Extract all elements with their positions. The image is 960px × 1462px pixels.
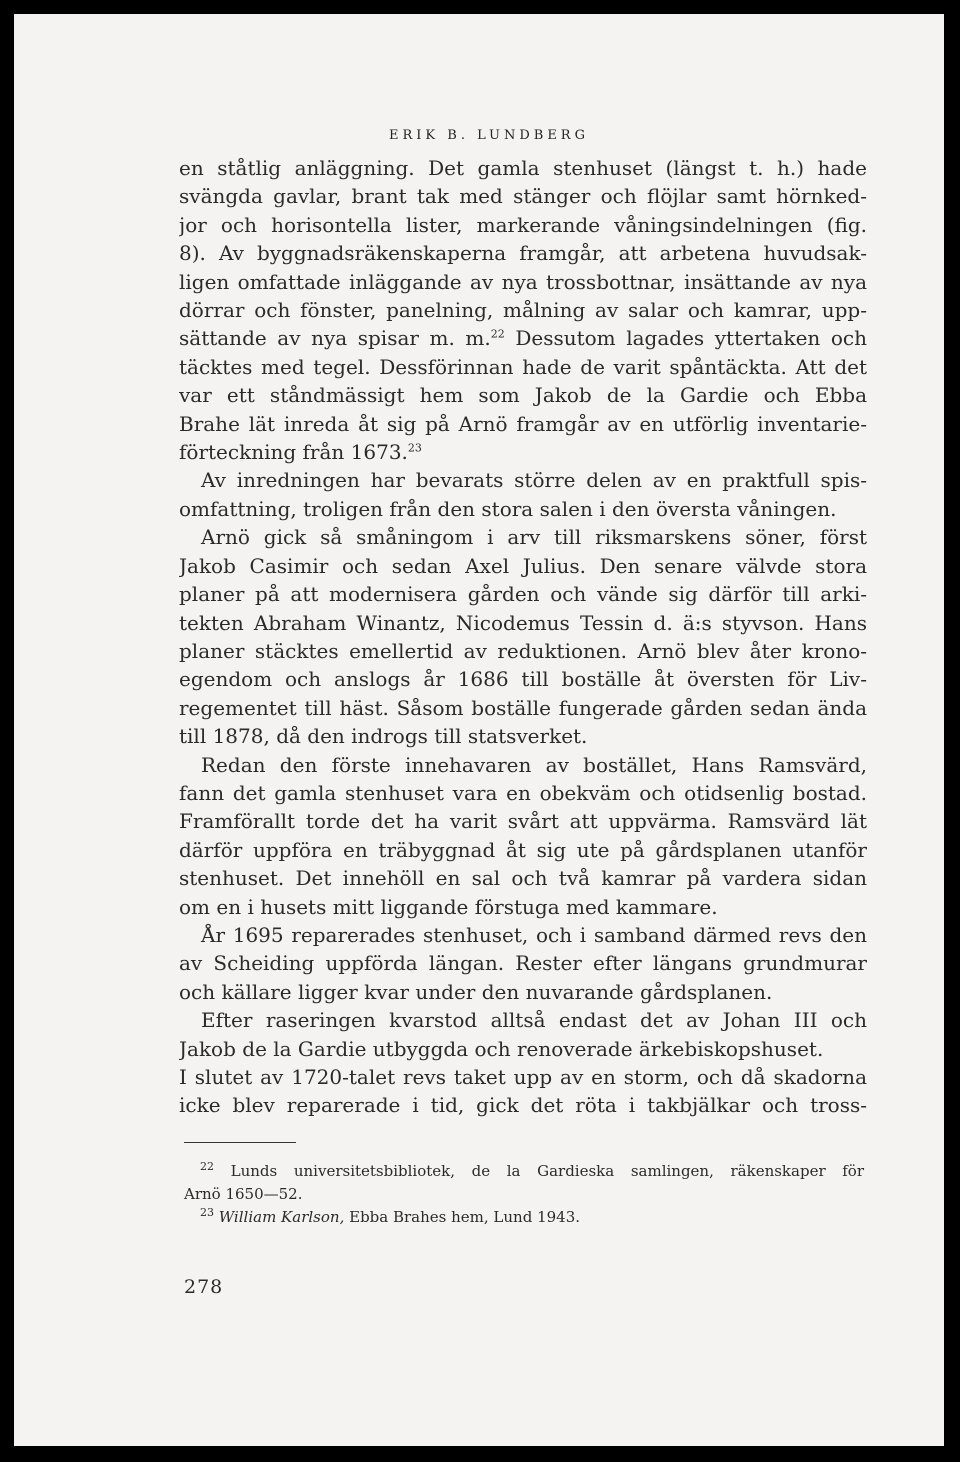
text-line: ligen omfattade inläggande av nya trossbottnar, insättande av nya xyxy=(179,269,867,294)
text-line: om en i husets mitt liggande förstuga med kammare. xyxy=(179,894,718,919)
footnote-ref-22: 22 xyxy=(490,327,505,341)
footnote-ref-23: 23 xyxy=(407,441,422,455)
footnote-divider xyxy=(184,1142,296,1143)
text-line xyxy=(179,324,867,352)
text-line: planer på att modernisera gården och vände sig därför till arki- xyxy=(179,582,867,607)
text-line: omfattning, troligen från den stora salen i den översta våningen. xyxy=(179,496,837,521)
footnote-number: 23 xyxy=(200,1206,214,1219)
text-line: Jakob Casimir och sedan Axel Julius. Den senare välvde stora xyxy=(179,553,867,578)
text-line: Jakob de la Gardie utbyggda och renoverade ärkebiskopshuset. xyxy=(179,1036,824,1061)
text-line: därför uppföra en träbyggnad åt sig ute på gårdsplanen utanför xyxy=(179,837,867,862)
text-line: År 1695 reparerades stenhuset, och i samband därmed revs den xyxy=(201,922,867,947)
footnote-text: Ebba Brahes hem, Lund 1943. xyxy=(349,1208,581,1226)
text-line: 8). Av byggnadsräkenskaperna framgår, att arbetena huvudsak- xyxy=(179,241,867,266)
text-line: regementet till häst. Såsom boställe fungerade gården sedan ända xyxy=(179,695,867,720)
text-line xyxy=(179,438,867,466)
text-line: Brahe lät inreda åt sig på Arnö framgår av en utförlig inventarie- xyxy=(179,411,867,436)
text-line: och källare ligger kvar under den nuvarande gårdsplanen. xyxy=(179,979,773,1004)
document-page xyxy=(14,14,944,1446)
text-line: till 1878, då den indrogs till statsverket. xyxy=(179,724,588,749)
body-text xyxy=(179,154,867,1120)
text-line: icke blev reparerade i tid, gick det röta i takbjälkar och tross- xyxy=(179,1093,867,1118)
text-line: Av inredningen har bevarats större delen av en praktfull spis- xyxy=(201,468,867,493)
text-line: var ett ståndmässigt hem som Jakob de la Gardie och Ebba xyxy=(179,383,867,408)
text-line: dörrar och fönster, panelning, målning av salar och kamrar, upp- xyxy=(179,298,867,323)
footnotes xyxy=(184,1160,864,1229)
text-line: Redan den förste innehavaren av bostället, Hans Ramsvärd, xyxy=(201,752,867,777)
text-line: I slutet av 1720-talet revs taket upp av en storm, och då skadorna xyxy=(179,1065,867,1089)
footnote-text: Lunds universitetsbibliotek, de la Gardieska samlingen, räkenskaper för xyxy=(230,1162,864,1180)
footnote-22 xyxy=(184,1160,864,1183)
text-segment: Dessutom lagades yttertaken och xyxy=(504,326,867,351)
text-line: jor och horisontella lister, markerande våningsindelningen (fig. xyxy=(179,212,867,237)
page-number: 278 xyxy=(184,1276,224,1298)
text-line: Efter raseringen kvarstod alltså endast det av Johan III och xyxy=(201,1008,867,1033)
text-segment: förteckning från 1673. xyxy=(179,440,408,465)
text-line: tekten Abraham Winantz, Nicodemus Tessin d. ä:s styvson. Hans xyxy=(179,610,867,635)
footnote-22-continued: Arnö 1650—52. xyxy=(184,1185,303,1203)
footnote-number: 22 xyxy=(200,1160,214,1173)
text-segment: sättande av nya spisar m. m. xyxy=(179,326,491,351)
text-line: täcktes med tegel. Dessförinnan hade de varit spåntäckta. Att det xyxy=(179,354,867,379)
text-line: Arnö gick så småningom i arv till riksmarskens söner, först xyxy=(201,525,867,550)
footnote-23 xyxy=(184,1206,864,1229)
text-line: en ståtlig anläggning. Det gamla stenhuset (längst t. h.) hade xyxy=(179,156,867,180)
text-line: planer stäcktes emellertid av reduktionen. Arnö blev åter krono- xyxy=(179,638,867,663)
running-head: ERIK B. LUNDBERG xyxy=(389,128,589,143)
footnote-author: William Karlson, xyxy=(218,1208,345,1226)
text-line: svängda gavlar, brant tak med stänger och flöjlar samt hörnked- xyxy=(179,184,867,209)
text-line: av Scheiding uppförda längan. Rester efter längans grundmurar xyxy=(179,951,867,976)
text-line: stenhuset. Det innehöll en sal och två kamrar på vardera sidan xyxy=(179,866,867,891)
text-line: Framförallt torde det ha varit svårt att uppvärma. Ramsvärd lät xyxy=(179,809,867,834)
text-line: fann det gamla stenhuset vara en obekväm och otidsenlig bostad. xyxy=(179,780,867,805)
text-line: egendom och anslogs år 1686 till boställe åt översten för Liv- xyxy=(179,667,867,692)
